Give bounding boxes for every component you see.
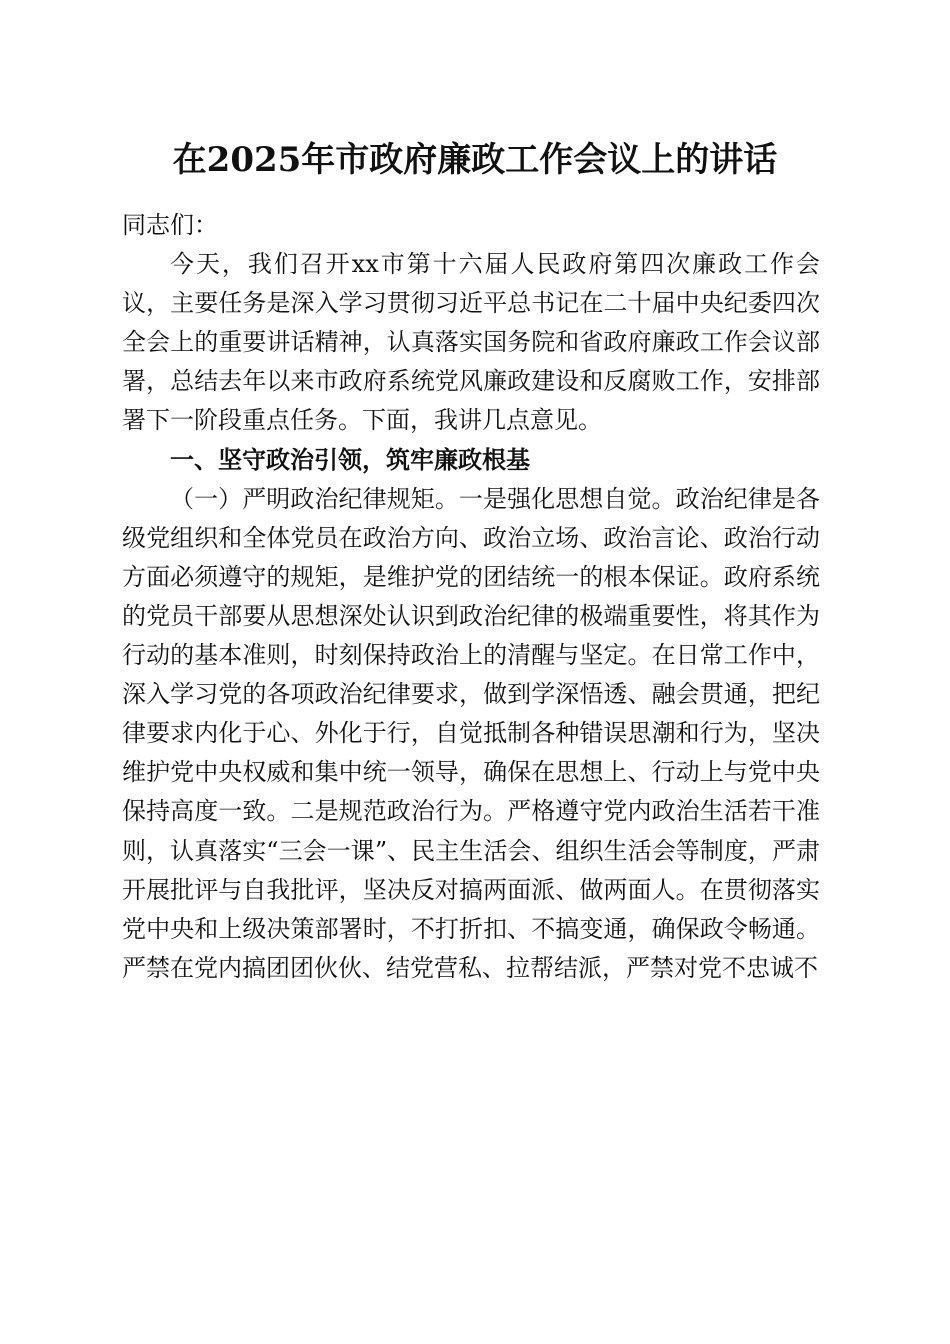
section-1-paragraph-1: （一）严明政治纪律规矩。一是强化思想自觉。政治纪律是各级党组织和全体党员在政治方向、政治立场、政治言论、政治行动方面必须遵守的规矩，是维护党的团结统一的根本保证。政府系统的党员干部要从思想深处认识到政治纪律的极端重要性，将其作为行动的基本准则，时刻保持政治上的清醒与坚定。在日常工作中，深入学习党的各项政治纪律要求，做到学深悟透、融会贯通，把纪律要求内化于心、外化于行，自觉抵制各种错误思潮和行为，坚决维护党中央权威和集中统一领导，确保在思想上、行动上与党中央保持高度一致。二是规范政治行为。严格遵守党内政治生活若干准则，认真落实“三会一课”、民主生活会、组织生活会等制度，严肃开展批评与自我批评，坚决反对搞两面派、做两面人。在贯彻落实党中央和上级决策部署时，不打折扣、不搞变通，确保政令畅通。严禁在党内搞团团伙伙、结党营私、拉帮结派，严禁对党不忠诚不 — [122, 484, 820, 982]
intro-paragraph: 今天，我们召开xx市第十六届人民政府第四次廉政工作会议，主要任务是深入学习贯彻习近平总书记在二十届中央纪委四次全会上的重要讲话精神，认真落实国务院和省政府廉政工作会议部署，总结去年以来市政府系统党风廉政建设和反腐败工作，安排部署下一阶段重点任务。下面，我讲几点意见。 — [122, 250, 820, 435]
document-body — [122, 206, 820, 988]
document-title: 在2025年市政府廉政工作会议上的讲话 — [172, 140, 778, 180]
salutation: 同志们： — [122, 211, 218, 239]
section-heading-1: 一、坚守政治引领，筑牢廉政根基 — [170, 445, 530, 474]
